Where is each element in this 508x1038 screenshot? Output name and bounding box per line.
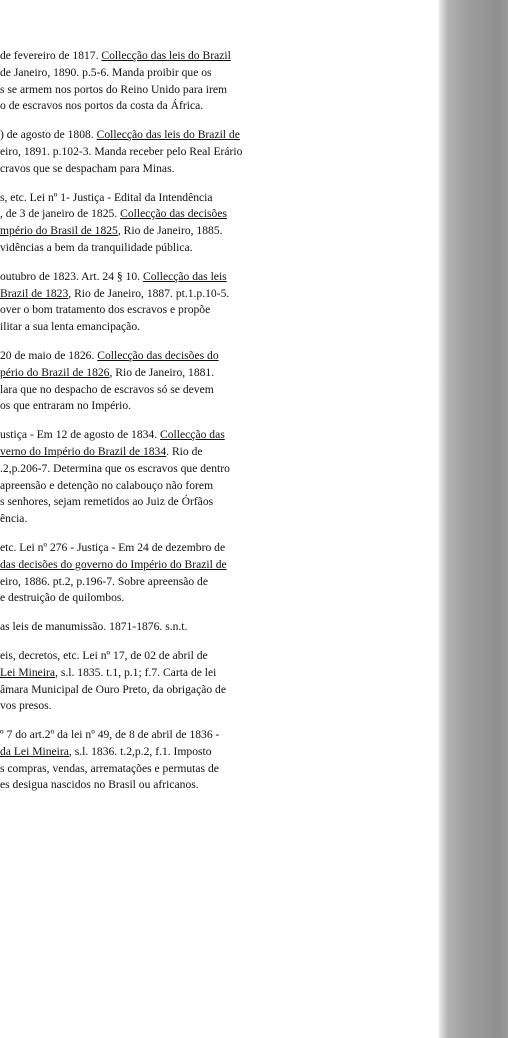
entry-line [0, 382, 360, 399]
entry-line [0, 444, 360, 461]
entry-line [0, 98, 360, 115]
entry-text: , s.l. 1836. t.2,p.2, f.1. Imposto [68, 744, 212, 758]
entry-text: ustiça - Em 12 de agosto de 1834. [0, 428, 161, 442]
entry-line [0, 682, 360, 699]
entry-text: cravos que se despacham para Minas. [0, 161, 175, 175]
entry-text: s, etc. Lei nº 1- Justiça - Edital da Intendência [0, 190, 213, 204]
underlined-title: mpério do Brasil de 1825 [0, 224, 118, 238]
entry-text: o de escravos nos portos da costa da África. [0, 99, 204, 113]
entry-line [0, 286, 360, 303]
entry-line [0, 161, 360, 178]
bibliography-entry [0, 48, 360, 115]
entry-line [0, 478, 360, 495]
entry-text: . Rio de [166, 444, 203, 458]
entry-line [0, 557, 360, 574]
book-spine-shadow [438, 0, 508, 1038]
entry-line [0, 302, 360, 319]
entry-line [0, 619, 360, 636]
entry-text: , Rio de Janeiro, 1881. [109, 365, 215, 379]
entry-text: over o bom tratamento dos escravos e propõe [0, 303, 211, 317]
entry-line [0, 269, 360, 286]
entry-text: , Rio de Janeiro, 1885. [117, 224, 223, 238]
entry-line [0, 494, 360, 511]
entry-text: as leis de manumissão. 1871-1876. s.n.t. [0, 620, 188, 634]
entry-line [0, 744, 360, 761]
entry-line [0, 144, 360, 161]
entry-text: vidências a bem da tranquilidade pública. [0, 240, 193, 254]
underlined-title: das decisões do governo do Império do Brazil de [0, 557, 227, 571]
underlined-title: Collecção das decisões [120, 207, 227, 221]
underlined-title: Collecção das leis [142, 269, 227, 283]
bibliography-entry [0, 348, 360, 415]
entry-line [0, 574, 360, 591]
entry-line [0, 727, 360, 744]
entry-text: etc. Lei nº 276 - Justiça - Em 24 de dezembro de [0, 540, 226, 554]
underlined-title: Collecção das leis do Brazil [101, 49, 231, 62]
entry-line [0, 190, 360, 207]
entry-text: 20 de maio de 1826. [0, 348, 98, 362]
entry-text: de fevereiro de 1817. [0, 49, 102, 62]
entry-text: os que entraram no Império. [0, 399, 132, 413]
bibliography-list [0, 48, 360, 806]
entry-line [0, 540, 360, 557]
entry-text: ) de agosto de 1808. [0, 128, 97, 142]
entry-text: , s.l. 1835. t.1, p.1; f.7. Carta de lei [55, 665, 217, 679]
entry-text: , de 3 de janeiro de 1825. [0, 207, 121, 221]
underlined-title: Collecção das decisões do [97, 348, 219, 362]
entry-line [0, 698, 360, 715]
entry-line [0, 461, 360, 478]
entry-text: lara que no despacho de escravos só se devem [0, 382, 214, 396]
entry-line [0, 65, 360, 82]
entry-line [0, 511, 360, 528]
entry-text: eis, decretos, etc. Lei nº 17, de 02 de abril de [0, 648, 208, 662]
underlined-title: verno do Império do Brazil de 1834 [0, 444, 167, 458]
entry-line [0, 427, 360, 444]
entry-text: s se armem nos portos do Reino Unido para irem [0, 82, 228, 96]
underlined-title: Brazil de 1823 [0, 286, 69, 300]
entry-text: eiro, 1891. p.102-3. Manda receber pelo Real Erário [0, 144, 243, 158]
entry-text: s senhores, sejam remetidos ao Juiz de Órfãos [0, 495, 214, 509]
bibliography-entry [0, 427, 360, 528]
entry-line [0, 761, 360, 778]
entry-text: de Janeiro, 1890. p.5-6. Manda proibir que os [0, 65, 212, 79]
underlined-title: Lei Mineira [0, 665, 56, 679]
entry-text: º 7 do art.2º da lei nº 49, de 8 de abril de 1836 - [0, 728, 220, 742]
entry-line [0, 590, 360, 607]
entry-text: ilitar a sua lenta emancipação. [0, 320, 141, 334]
underlined-title: pério do Brazil de 1826 [0, 365, 110, 379]
entry-line [0, 240, 360, 257]
bibliography-entry [0, 540, 360, 607]
bibliography-entry [0, 619, 360, 636]
entry-line [0, 82, 360, 99]
entry-text: apreensão e detenção no calabouço não forem [0, 478, 214, 492]
entry-text: eiro, 1886. pt.2, p.196-7. Sobre apreensão de [0, 574, 208, 588]
entry-text: es desigua nascidos no Brasil ou africanos. [0, 778, 199, 792]
entry-line [0, 365, 360, 382]
entry-text: s compras, vendas, arrematações e permutas de [0, 761, 219, 775]
underlined-title: Collecção das leis do Brazil de [96, 128, 240, 142]
entry-line [0, 223, 360, 240]
bibliography-entry [0, 127, 360, 177]
entry-line [0, 127, 360, 144]
entry-text: .2,p.206-7. Determina que os escravos que dentro [0, 461, 230, 475]
entry-line [0, 777, 360, 794]
entry-line [0, 665, 360, 682]
underlined-title: Collecção das [160, 428, 225, 442]
entry-text: outubro de 1823. Art. 24 § 10. [0, 269, 143, 283]
bibliography-entry [0, 648, 360, 715]
bibliography-entry [0, 727, 360, 794]
entry-text: e destruição de quilombos. [0, 591, 125, 605]
entry-line [0, 48, 360, 65]
entry-line [0, 348, 360, 365]
entry-text: , Rio de Janeiro, 1887. pt.1.p.10-5. [68, 286, 230, 300]
entry-line [0, 648, 360, 665]
bibliography-entry [0, 190, 360, 257]
underlined-title: da Lei Mineira [0, 744, 69, 758]
entry-line [0, 398, 360, 415]
entry-line [0, 319, 360, 336]
entry-text: âmara Municipal de Ouro Preto, da obrigação de [0, 682, 226, 696]
entry-line [0, 206, 360, 223]
bibliography-entry [0, 269, 360, 336]
entry-text: vos presos. [0, 699, 52, 713]
entry-text: ência. [0, 512, 28, 526]
